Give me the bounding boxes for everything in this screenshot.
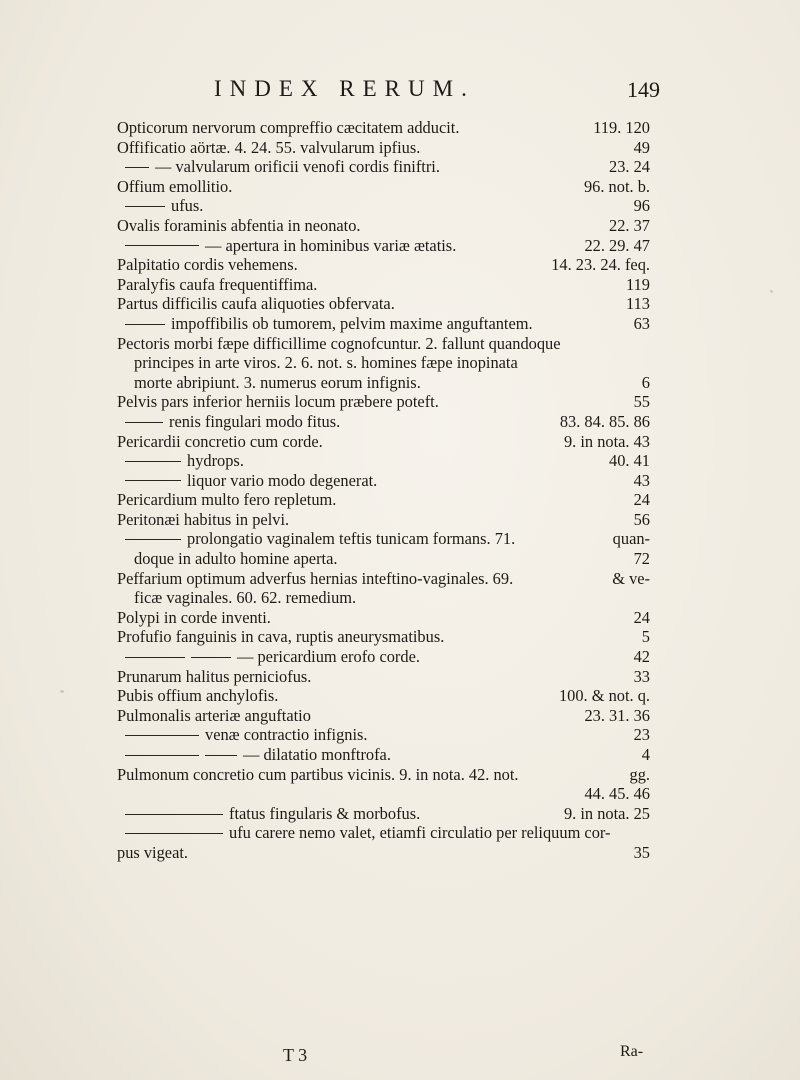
index-row: Pulmonalis arteriæ anguftatio 23. 31. 36 — [117, 705, 650, 725]
index-row: Pectoris morbi fæpe difficillime cognofcuntur. 2. fallunt quandoque — [117, 333, 561, 353]
index-row: renis fingulari modo fitus. 83. 84. 85. 86 — [117, 412, 650, 432]
index-row: Partus difficilis caufa aliquoties obfervata. 113 — [117, 294, 650, 314]
index-row: liquor vario modo degenerat. 43 — [117, 471, 650, 491]
index-row: — pericardium erofo corde. 42 — [117, 647, 650, 667]
index-row: — valvularum orificii venofi cordis finiftri. 23. 24 — [117, 157, 650, 177]
index-row: Offificatio aörtæ. 4. 24. 55. valvularum ipfius. 49 — [117, 137, 650, 157]
index-row: ftatus fingularis & morbofus. 9. in nota. 25 — [117, 804, 650, 824]
index-row: ficæ vaginales. 60. 62. remedium. — [134, 588, 357, 608]
header-title: INDEX RERUM. — [214, 76, 475, 101]
page-number: 149 — [627, 77, 660, 102]
index-row: doque in adulto homine aperta. 72 — [134, 549, 650, 569]
index-row: Peritonæi habitus in pelvi. 56 — [117, 509, 650, 529]
index-row: morte abripiunt. 3. numerus eorum infignis. 6 — [134, 372, 650, 392]
index-row: hydrops. 40. 41 — [117, 451, 650, 471]
index-row: ufu carere nemo valet, etiamfi circulatio per reliquum cor- — [117, 823, 650, 843]
index-row: Pelvis pars inferior herniis locum præbere poteft. 55 — [117, 392, 650, 412]
index-row: Offium emollitio. 96. not. b. — [117, 176, 650, 196]
index-row: venæ contractio infignis. 23 — [117, 725, 650, 745]
running-header — [214, 76, 660, 104]
index-row: prolongatio vaginalem teftis tunicam formans. 71. quan- — [117, 529, 650, 549]
index-row: Profufio fanguinis in cava, ruptis aneurysmatibus. 5 — [117, 627, 650, 647]
index-row: ufus. 96 — [117, 196, 650, 216]
index-row: — apertura in hominibus variæ ætatis. 22. 29. 47 — [117, 236, 650, 256]
index-row: principes in arte viros. 2. 6. not. s. homines fæpe inopinata — [134, 353, 518, 373]
index-row: Palpitatio cordis vehemens. 14. 23. 24. feq. — [117, 255, 650, 275]
index-row: Prunarum halitus perniciofus. 33 — [117, 666, 650, 686]
index-row: Pericardii concretio cum corde. 9. in nota. 43 — [117, 431, 650, 451]
index-row: Peffarium optimum adverfus hernias inteftino-vaginales. 69. & ve- — [117, 568, 650, 588]
index-row: — dilatatio monftrofa. 4 — [117, 745, 650, 765]
index-row: Pericardium multo fero repletum. 24 — [117, 490, 650, 510]
index-row: impoffibilis ob tumorem, pelvim maxime anguftantem. 63 — [117, 314, 650, 334]
paper-spot — [60, 690, 64, 693]
index-row: Polypi in corde inventi. 24 — [117, 607, 650, 627]
index-row: Paralyfis caufa frequentiffima. 119 — [117, 274, 650, 294]
catchword: Ra- — [620, 1043, 644, 1060]
index-entries — [117, 118, 650, 863]
signature-mark: T 3 — [283, 1045, 308, 1065]
index-row: Pubis offium anchylofis. 100. & not. q. — [117, 686, 650, 706]
index-row: Ovalis foraminis abfentia in neonato. 22. 37 — [117, 215, 650, 235]
index-row: pus vigeat. 35 — [117, 842, 650, 862]
paper-spot — [770, 290, 773, 293]
index-row: 44. 45. 46 — [584, 784, 650, 804]
index-row: Opticorum nervorum compreffio cæcitatem adducit. 119. 120 — [117, 118, 650, 137]
index-row: Pulmonum concretio cum partibus vicinis. 9. in nota. 42. not. gg. — [117, 764, 650, 784]
